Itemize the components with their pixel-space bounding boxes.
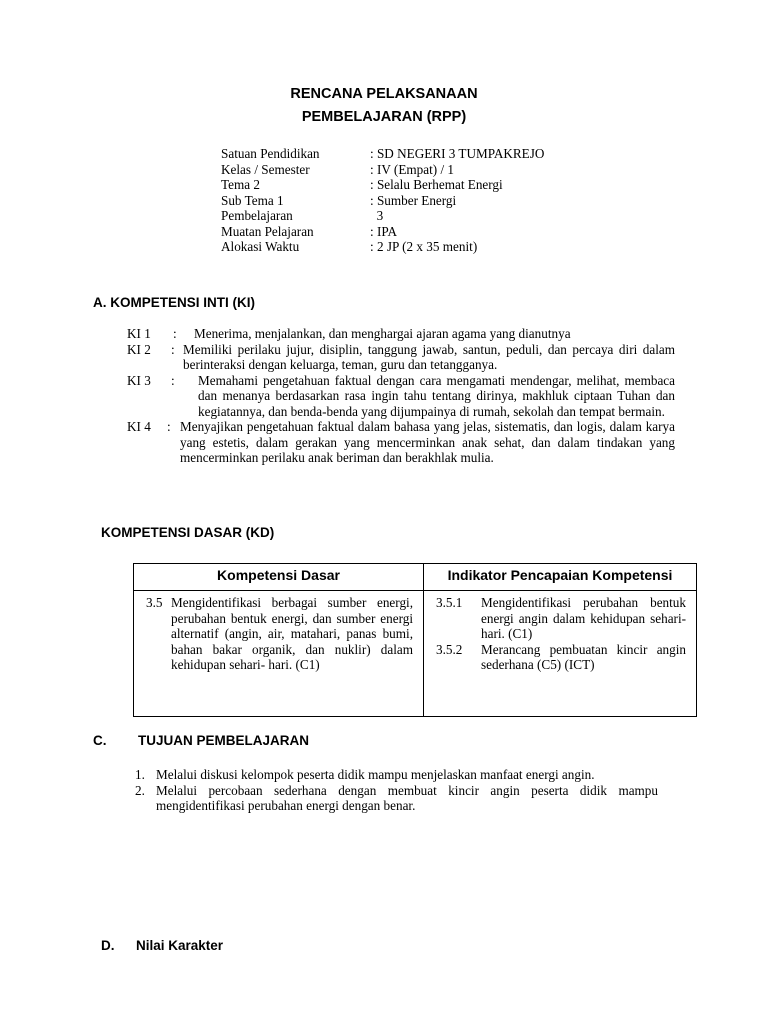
ki-code: KI 3 <box>127 372 151 388</box>
kd-indicator-cell <box>424 591 696 717</box>
ki-separator: : <box>171 341 175 357</box>
identity-block <box>221 146 544 255</box>
ki-text: Menyajikan pengetahuan faktual dalam bahasa yang jelas, sistematis, dan logis, dalam karya yang estetis, dalam gerakan yang mencerminkan anak sehat, dan dalam tindakan yang mencerminkan perilaku anak beriman dan berakhlak mulia. <box>180 419 675 465</box>
identity-row <box>221 193 544 209</box>
identity-value: : IV (Empat) / 1 <box>370 161 454 177</box>
objective-text: Melalui percobaan sederhana dengan membuat kincir angin peserta didik mampu mengidentifikasi perubahan energi dengan benar. <box>156 782 658 813</box>
indicator-number: 3.5.2 <box>436 641 463 657</box>
kd-competency-item <box>146 595 413 673</box>
ki-item <box>127 326 675 342</box>
section-c-letter: C. <box>93 733 107 748</box>
ki-code: KI 4 <box>127 419 151 434</box>
ki-separator: : <box>173 326 177 341</box>
kd-text: Mengidentifikasi berbagai sumber energi, perubahan bentuk energi, dan sumber energi alternatif (angin, air, matahari, panas bumi, bahan bakar organik, dan nuklir) dalam kehidupan sehari- hari. (C1) <box>171 595 413 672</box>
ki-text-block <box>183 342 675 373</box>
section-d-letter: D. <box>101 938 115 953</box>
identity-row <box>221 208 544 224</box>
identity-label: Sub Tema 1 <box>221 192 284 208</box>
ki-text: Menerima, menjalankan, dan menghargai ajaran agama yang dianutnya <box>194 326 571 341</box>
kd-number: 3.5 <box>146 595 163 610</box>
indicator-item <box>436 595 686 642</box>
identity-label: Muatan Pelajaran <box>221 223 314 239</box>
kd-table <box>133 563 697 717</box>
objective-list <box>135 767 658 814</box>
identity-value: : SD NEGERI 3 TUMPAKREJO <box>370 146 545 161</box>
section-kd-heading: KOMPETENSI DASAR (KD) <box>101 525 275 540</box>
ki-text: Memahami pengetahuan faktual dengan cara mengamati mendengar, melihat, membaca dan menanya berdasarkan rasa ingin tahu tentang dirinya, makhluk ciptaan Tuhan dan kegiatannya, dan benda-benda yang dijumpainya di rumah, sekolah dan tempat bermain. <box>198 372 675 419</box>
ki-list <box>127 326 675 466</box>
objective-number: 1. <box>135 767 145 782</box>
section-a-heading: A. KOMPETENSI INTI (KI) <box>93 295 255 310</box>
document-title-line1: RENCANA PELAKSANAAN <box>290 86 478 102</box>
identity-row <box>221 162 544 178</box>
ki-code: KI 1 <box>127 326 151 341</box>
ki-item <box>127 342 675 373</box>
ki-code: KI 2 <box>127 341 151 357</box>
identity-label: Kelas / Semester <box>221 161 310 177</box>
identity-value: : Sumber Energi <box>370 192 457 208</box>
identity-label: Alokasi Waktu <box>221 239 300 254</box>
identity-value: 3 <box>370 208 384 223</box>
indicator-text: Merancang pembuatan kincir angin sederhana (C5) (ICT) <box>481 641 686 672</box>
ki-item <box>127 373 675 420</box>
identity-value: : 2 JP (2 x 35 menit) <box>370 239 478 254</box>
identity-row <box>221 224 544 240</box>
objective-item <box>135 783 658 814</box>
kd-table-header <box>134 564 696 591</box>
kd-header-indicator: Indikator Pencapaian Kompetensi <box>447 567 673 583</box>
indicator-item <box>436 642 686 673</box>
indicator-text: Mengidentifikasi perubahan bentuk energi angin dalam kehidupan sehari-hari. (C1) <box>481 595 686 641</box>
objective-number: 2. <box>135 782 145 798</box>
objective-item <box>135 767 658 783</box>
kd-header-competency: Kompetensi Dasar <box>134 564 424 590</box>
document-title-line2: PEMBELAJARAN (RPP) <box>301 109 467 125</box>
kd-competency-cell <box>134 591 424 717</box>
section-d-heading: Nilai Karakter <box>136 938 224 953</box>
identity-label: Tema 2 <box>221 177 260 192</box>
identity-value: : IPA <box>370 223 397 239</box>
ki-item <box>127 419 675 466</box>
identity-row <box>221 239 544 255</box>
ki-separator: : <box>167 419 171 434</box>
kd-table-body <box>134 591 696 717</box>
section-c-heading: TUJUAN PEMBELAJARAN <box>138 733 310 748</box>
identity-value: : Selalu Berhemat Energi <box>370 177 503 192</box>
ki-separator: : <box>171 372 175 388</box>
indicator-number: 3.5.1 <box>436 595 463 610</box>
identity-row <box>221 177 544 193</box>
objective-text: Melalui diskusi kelompok peserta didik mampu menjelaskan manfaat energi angin. <box>156 767 595 782</box>
identity-row <box>221 146 544 162</box>
ki-text: Memiliki perilaku jujur, disiplin, tanggung jawab, santun, peduli, dan percaya diri dalam berinteraksi dengan keluarga, teman, guru dan tetangganya. <box>183 341 675 372</box>
identity-label: Satuan Pendidikan <box>221 146 320 161</box>
identity-label: Pembelajaran <box>221 208 293 223</box>
